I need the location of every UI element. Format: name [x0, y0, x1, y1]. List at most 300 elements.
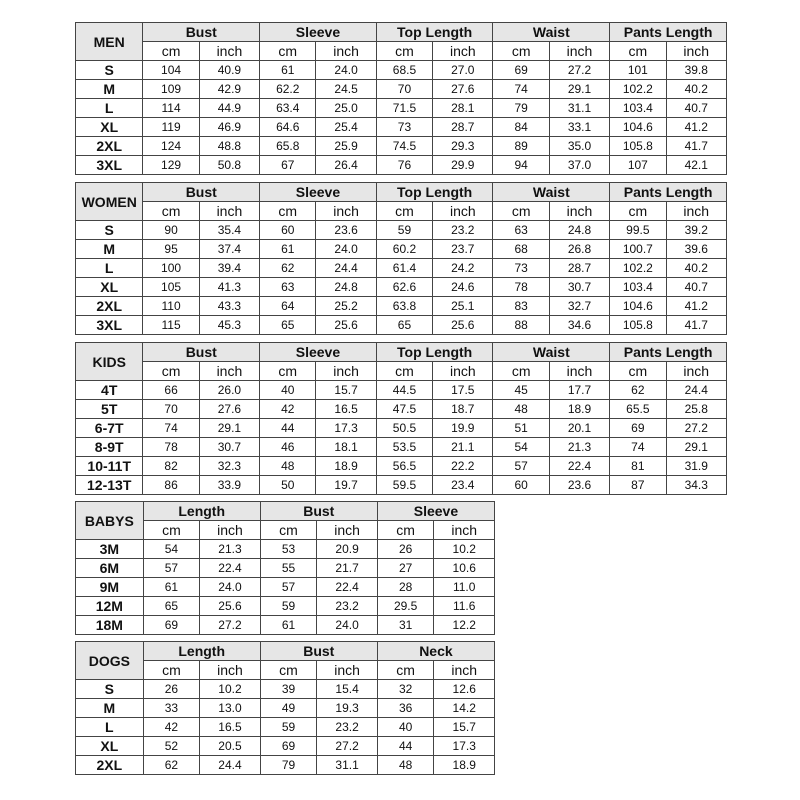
- measurement-cell: 23.6: [549, 476, 609, 495]
- category-label: BABYS: [76, 502, 144, 540]
- unit-header: inch: [433, 202, 493, 221]
- measurement-cell: 100: [143, 259, 199, 278]
- measurement-cell: 95: [143, 240, 199, 259]
- size-label: XL: [76, 118, 143, 137]
- unit-header: cm: [377, 521, 434, 540]
- measurement-cell: 36: [377, 699, 434, 718]
- unit-header: inch: [433, 42, 493, 61]
- measurement-cell: 24.0: [316, 240, 376, 259]
- table-row: [76, 240, 727, 259]
- measurement-cell: 41.3: [199, 278, 259, 297]
- unit-header: cm: [260, 521, 317, 540]
- measurement-cell: 86: [143, 476, 199, 495]
- measurement-cell: 23.2: [317, 718, 378, 737]
- measurement-cell: 69: [143, 616, 200, 635]
- category-label: DOGS: [76, 642, 144, 680]
- measurement-cell: 104: [143, 61, 199, 80]
- measurement-cell: 82: [143, 457, 199, 476]
- unit-header: inch: [317, 661, 378, 680]
- measurement-cell: 44.9: [199, 99, 259, 118]
- measurement-cell: 30.7: [199, 438, 259, 457]
- measurement-cell: 62.2: [260, 80, 316, 99]
- measurement-cell: 48: [377, 756, 434, 775]
- table-row: [76, 457, 727, 476]
- measurement-cell: 17.3: [434, 737, 495, 756]
- measurement-cell: 67: [260, 156, 316, 175]
- measurement-cell: 53.5: [376, 438, 432, 457]
- measurement-cell: 33.9: [199, 476, 259, 495]
- measurement-cell: 124: [143, 137, 199, 156]
- size-label: 8-9T: [76, 438, 143, 457]
- measurement-cell: 74.5: [376, 137, 432, 156]
- measurement-cell: 41.7: [666, 316, 726, 335]
- measure-header: Top Length: [376, 23, 493, 42]
- unit-header: inch: [549, 202, 609, 221]
- measurement-cell: 102.2: [610, 259, 666, 278]
- measurement-cell: 45.3: [199, 316, 259, 335]
- size-label: S: [76, 680, 144, 699]
- measurement-cell: 40: [260, 381, 316, 400]
- measurement-cell: 31.9: [666, 457, 726, 476]
- measurement-cell: 71.5: [376, 99, 432, 118]
- measurement-cell: 65.8: [260, 137, 316, 156]
- measurement-cell: 22.4: [200, 559, 261, 578]
- measurement-cell: 78: [143, 438, 199, 457]
- measurement-cell: 88: [493, 316, 549, 335]
- measurement-cell: 44: [260, 419, 316, 438]
- measurement-cell: 21.1: [433, 438, 493, 457]
- measure-header: Length: [143, 642, 260, 661]
- table-row: [76, 756, 495, 775]
- size-label: M: [76, 240, 143, 259]
- measurement-cell: 20.5: [200, 737, 261, 756]
- measurement-cell: 34.3: [666, 476, 726, 495]
- measurement-cell: 31.1: [549, 99, 609, 118]
- measurement-cell: 20.9: [317, 540, 378, 559]
- measurement-cell: 31: [377, 616, 434, 635]
- measurement-cell: 20.1: [549, 419, 609, 438]
- size-label: XL: [76, 278, 143, 297]
- table-row: [76, 221, 727, 240]
- measure-header: Sleeve: [377, 502, 494, 521]
- size-label: 3XL: [76, 156, 143, 175]
- measurement-cell: 32.7: [549, 297, 609, 316]
- table-row: [76, 278, 727, 297]
- measurement-cell: 79: [493, 99, 549, 118]
- measurement-cell: 61: [260, 240, 316, 259]
- measure-header: Waist: [493, 343, 610, 362]
- measurement-cell: 64.6: [260, 118, 316, 137]
- unit-header: cm: [493, 362, 549, 381]
- measurement-cell: 60.2: [376, 240, 432, 259]
- measurement-cell: 57: [260, 578, 317, 597]
- measurement-cell: 24.6: [433, 278, 493, 297]
- measurement-cell: 27.2: [549, 61, 609, 80]
- measurement-cell: 15.7: [316, 381, 376, 400]
- measurement-cell: 47.5: [376, 400, 432, 419]
- measurement-cell: 68: [493, 240, 549, 259]
- unit-header: cm: [610, 42, 666, 61]
- measurement-cell: 61: [260, 616, 317, 635]
- measure-header: Top Length: [376, 183, 493, 202]
- measurement-cell: 84: [493, 118, 549, 137]
- measurement-cell: 42: [260, 400, 316, 419]
- measurement-cell: 29.1: [549, 80, 609, 99]
- size-label: 9M: [76, 578, 144, 597]
- measurement-cell: 39.6: [666, 240, 726, 259]
- measure-header: Sleeve: [260, 183, 377, 202]
- unit-header: cm: [610, 362, 666, 381]
- size-label: 12M: [76, 597, 144, 616]
- measurement-cell: 19.7: [316, 476, 376, 495]
- measurement-cell: 42.1: [666, 156, 726, 175]
- measurement-cell: 62: [610, 381, 666, 400]
- table-row: [76, 718, 495, 737]
- measurement-cell: 99.5: [610, 221, 666, 240]
- measurement-cell: 26.4: [316, 156, 376, 175]
- measurement-cell: 39: [260, 680, 317, 699]
- measurement-cell: 41.7: [666, 137, 726, 156]
- unit-header: inch: [316, 42, 376, 61]
- measurement-cell: 32: [377, 680, 434, 699]
- men-size-table: [75, 22, 727, 175]
- measurement-cell: 65: [143, 597, 200, 616]
- measurement-cell: 25.8: [666, 400, 726, 419]
- unit-header: inch: [199, 202, 259, 221]
- measurement-cell: 53: [260, 540, 317, 559]
- table-row: [76, 61, 727, 80]
- measurement-cell: 109: [143, 80, 199, 99]
- measurement-cell: 18.9: [434, 756, 495, 775]
- size-label: 10-11T: [76, 457, 143, 476]
- size-label: XL: [76, 737, 144, 756]
- measurement-cell: 27.2: [200, 616, 261, 635]
- measure-header: Top Length: [376, 343, 493, 362]
- measurement-cell: 29.5: [377, 597, 434, 616]
- measurement-cell: 21.3: [200, 540, 261, 559]
- measurement-cell: 76: [376, 156, 432, 175]
- measurement-cell: 28.7: [549, 259, 609, 278]
- measurement-cell: 22.4: [317, 578, 378, 597]
- measurement-cell: 83: [493, 297, 549, 316]
- unit-header: inch: [549, 362, 609, 381]
- size-label: S: [76, 221, 143, 240]
- measurement-cell: 57: [143, 559, 200, 578]
- measurement-cell: 23.6: [316, 221, 376, 240]
- measurement-cell: 44.5: [376, 381, 432, 400]
- women-size-table: [75, 182, 727, 335]
- measurement-cell: 24.0: [316, 61, 376, 80]
- measurement-cell: 24.0: [317, 616, 378, 635]
- measure-header: Bust: [143, 343, 260, 362]
- measurement-cell: 18.7: [433, 400, 493, 419]
- measurement-cell: 25.2: [316, 297, 376, 316]
- size-label: 6-7T: [76, 419, 143, 438]
- measurement-cell: 29.1: [199, 419, 259, 438]
- measurement-cell: 59: [376, 221, 432, 240]
- measurement-cell: 24.4: [316, 259, 376, 278]
- measurement-cell: 63: [493, 221, 549, 240]
- measurement-cell: 60: [260, 221, 316, 240]
- measurement-cell: 81: [610, 457, 666, 476]
- unit-header: cm: [143, 202, 199, 221]
- measure-header: Waist: [493, 183, 610, 202]
- measure-header: Pants Length: [610, 343, 727, 362]
- measurement-cell: 16.5: [200, 718, 261, 737]
- measurement-cell: 29.1: [666, 438, 726, 457]
- unit-header: cm: [377, 661, 434, 680]
- measurement-cell: 39.2: [666, 221, 726, 240]
- measurement-cell: 27: [377, 559, 434, 578]
- measurement-cell: 12.2: [434, 616, 495, 635]
- measurement-cell: 24.4: [666, 381, 726, 400]
- measurement-cell: 27.2: [317, 737, 378, 756]
- table-row: [76, 597, 495, 616]
- unit-header: inch: [549, 42, 609, 61]
- measurement-cell: 50: [260, 476, 316, 495]
- measure-header: Bust: [143, 23, 260, 42]
- measurement-cell: 31.1: [317, 756, 378, 775]
- measurement-cell: 39.8: [666, 61, 726, 80]
- table-row: [76, 737, 495, 756]
- measurement-cell: 70: [143, 400, 199, 419]
- measurement-cell: 24.4: [200, 756, 261, 775]
- measurement-cell: 63.4: [260, 99, 316, 118]
- kids-size-table: [75, 342, 727, 495]
- measurement-cell: 61: [143, 578, 200, 597]
- table-row: [76, 297, 727, 316]
- measurement-cell: 129: [143, 156, 199, 175]
- measurement-cell: 65.5: [610, 400, 666, 419]
- measurement-cell: 19.3: [317, 699, 378, 718]
- measurement-cell: 37.4: [199, 240, 259, 259]
- unit-header: cm: [260, 42, 316, 61]
- measurement-cell: 105: [143, 278, 199, 297]
- unit-header: inch: [200, 521, 261, 540]
- measurement-cell: 25.1: [433, 297, 493, 316]
- measurement-cell: 10.6: [434, 559, 495, 578]
- measurement-cell: 114: [143, 99, 199, 118]
- measurement-cell: 14.2: [434, 699, 495, 718]
- measurement-cell: 37.0: [549, 156, 609, 175]
- unit-header: inch: [317, 521, 378, 540]
- measurement-cell: 68.5: [376, 61, 432, 80]
- measurement-cell: 48: [260, 457, 316, 476]
- size-label: S: [76, 61, 143, 80]
- measurement-cell: 103.4: [610, 99, 666, 118]
- measurement-cell: 40.2: [666, 80, 726, 99]
- measurement-cell: 26.0: [199, 381, 259, 400]
- measurement-cell: 32.3: [199, 457, 259, 476]
- measure-header: Pants Length: [610, 23, 727, 42]
- unit-header: inch: [200, 661, 261, 680]
- measurement-cell: 46: [260, 438, 316, 457]
- measurement-cell: 27.0: [433, 61, 493, 80]
- measurement-cell: 101: [610, 61, 666, 80]
- unit-header: cm: [493, 42, 549, 61]
- measurement-cell: 107: [610, 156, 666, 175]
- measurement-cell: 52: [143, 737, 200, 756]
- measurement-cell: 39.4: [199, 259, 259, 278]
- measurement-cell: 60: [493, 476, 549, 495]
- measurement-cell: 24.2: [433, 259, 493, 278]
- measurement-cell: 63: [260, 278, 316, 297]
- measurement-cell: 27.6: [433, 80, 493, 99]
- measure-header: Bust: [260, 642, 377, 661]
- measurement-cell: 35.4: [199, 221, 259, 240]
- dogs-size-table: [75, 641, 495, 775]
- measurement-cell: 61: [260, 61, 316, 80]
- measurement-cell: 25.6: [200, 597, 261, 616]
- measurement-cell: 11.6: [434, 597, 495, 616]
- measurement-cell: 26: [377, 540, 434, 559]
- size-label: 2XL: [76, 137, 143, 156]
- size-label: 6M: [76, 559, 144, 578]
- unit-header: inch: [666, 202, 726, 221]
- measurement-cell: 90: [143, 221, 199, 240]
- measurement-cell: 13.0: [200, 699, 261, 718]
- measurement-cell: 28.1: [433, 99, 493, 118]
- table-row: [76, 680, 495, 699]
- measurement-cell: 87: [610, 476, 666, 495]
- measurement-cell: 54: [493, 438, 549, 457]
- measurement-cell: 25.9: [316, 137, 376, 156]
- measurement-cell: 105.8: [610, 137, 666, 156]
- size-label: 2XL: [76, 756, 144, 775]
- measurement-cell: 65: [376, 316, 432, 335]
- measurement-cell: 48.8: [199, 137, 259, 156]
- measurement-cell: 26.8: [549, 240, 609, 259]
- measurement-cell: 29.9: [433, 156, 493, 175]
- measurement-cell: 28.7: [433, 118, 493, 137]
- unit-header: cm: [376, 362, 432, 381]
- unit-header: cm: [143, 362, 199, 381]
- measurement-cell: 22.2: [433, 457, 493, 476]
- babys-size-table: [75, 501, 495, 635]
- measure-header: Waist: [493, 23, 610, 42]
- measurement-cell: 23.2: [433, 221, 493, 240]
- measure-header: Neck: [377, 642, 494, 661]
- measurement-cell: 104.6: [610, 297, 666, 316]
- measurement-cell: 56.5: [376, 457, 432, 476]
- measurement-cell: 25.6: [433, 316, 493, 335]
- measurement-cell: 15.7: [434, 718, 495, 737]
- unit-header: inch: [434, 661, 495, 680]
- unit-header: inch: [199, 362, 259, 381]
- table-row: [76, 419, 727, 438]
- measurement-cell: 42.9: [199, 80, 259, 99]
- measurement-cell: 73: [376, 118, 432, 137]
- size-label: M: [76, 699, 144, 718]
- measurement-cell: 104.6: [610, 118, 666, 137]
- unit-header: cm: [143, 661, 200, 680]
- size-label: M: [76, 80, 143, 99]
- unit-header: inch: [666, 42, 726, 61]
- measure-header: Sleeve: [260, 23, 377, 42]
- measurement-cell: 64: [260, 297, 316, 316]
- measurement-cell: 102.2: [610, 80, 666, 99]
- measurement-cell: 115: [143, 316, 199, 335]
- size-label: 3M: [76, 540, 144, 559]
- measurement-cell: 41.2: [666, 297, 726, 316]
- category-label: KIDS: [76, 343, 143, 381]
- measure-header: Pants Length: [610, 183, 727, 202]
- measurement-cell: 62: [143, 756, 200, 775]
- unit-header: cm: [143, 521, 200, 540]
- measurement-cell: 41.2: [666, 118, 726, 137]
- unit-header: inch: [666, 362, 726, 381]
- measurement-cell: 22.4: [549, 457, 609, 476]
- measurement-cell: 46.9: [199, 118, 259, 137]
- measurement-cell: 54: [143, 540, 200, 559]
- unit-header: cm: [143, 42, 199, 61]
- measurement-cell: 21.3: [549, 438, 609, 457]
- measurement-cell: 21.7: [317, 559, 378, 578]
- size-label: 18M: [76, 616, 144, 635]
- table-row: [76, 540, 495, 559]
- measure-header: Bust: [143, 183, 260, 202]
- measurement-cell: 55: [260, 559, 317, 578]
- measurement-cell: 51: [493, 419, 549, 438]
- measurement-cell: 63.8: [376, 297, 432, 316]
- unit-header: cm: [376, 42, 432, 61]
- measurement-cell: 24.8: [316, 278, 376, 297]
- measurement-cell: 23.7: [433, 240, 493, 259]
- measurement-cell: 40: [377, 718, 434, 737]
- measurement-cell: 119: [143, 118, 199, 137]
- measurement-cell: 18.9: [316, 457, 376, 476]
- measurement-cell: 105.8: [610, 316, 666, 335]
- size-label: L: [76, 259, 143, 278]
- measurement-cell: 17.5: [433, 381, 493, 400]
- unit-header: inch: [316, 202, 376, 221]
- size-label: 12-13T: [76, 476, 143, 495]
- measurement-cell: 19.9: [433, 419, 493, 438]
- measurement-cell: 69: [260, 737, 317, 756]
- table-row: [76, 118, 727, 137]
- measure-header: Length: [143, 502, 260, 521]
- unit-header: cm: [260, 362, 316, 381]
- measurement-cell: 40.7: [666, 278, 726, 297]
- measurement-cell: 49: [260, 699, 317, 718]
- measurement-cell: 40.2: [666, 259, 726, 278]
- measurement-cell: 26: [143, 680, 200, 699]
- table-row: [76, 699, 495, 718]
- size-label: 3XL: [76, 316, 143, 335]
- measurement-cell: 23.2: [317, 597, 378, 616]
- measurement-cell: 29.3: [433, 137, 493, 156]
- measurement-cell: 24.0: [200, 578, 261, 597]
- measurement-cell: 45: [493, 381, 549, 400]
- measurement-cell: 33: [143, 699, 200, 718]
- measurement-cell: 15.4: [317, 680, 378, 699]
- table-row: [76, 438, 727, 457]
- measurement-cell: 35.0: [549, 137, 609, 156]
- table-row: [76, 137, 727, 156]
- table-row: [76, 259, 727, 278]
- unit-header: inch: [316, 362, 376, 381]
- measurement-cell: 69: [493, 61, 549, 80]
- measurement-cell: 62: [260, 259, 316, 278]
- measurement-cell: 33.1: [549, 118, 609, 137]
- measurement-cell: 73: [493, 259, 549, 278]
- measurement-cell: 59.5: [376, 476, 432, 495]
- unit-header: cm: [260, 661, 317, 680]
- measurement-cell: 17.3: [316, 419, 376, 438]
- category-label: MEN: [76, 23, 143, 61]
- size-label: L: [76, 718, 144, 737]
- measurement-cell: 89: [493, 137, 549, 156]
